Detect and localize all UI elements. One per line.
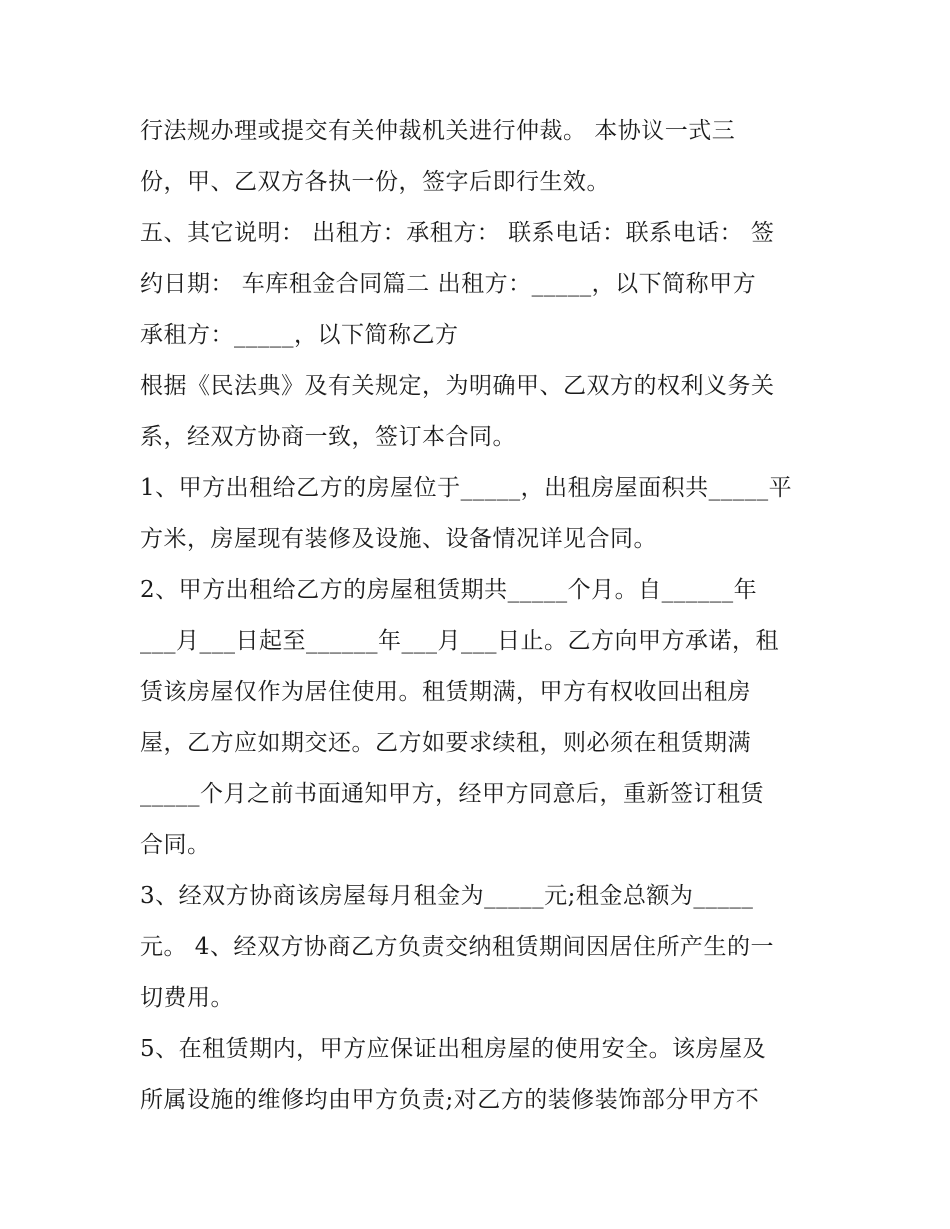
- text-line: ___月___日起至______年___月___日止。乙方向甲方承诺，租: [140, 628, 779, 654]
- text-line: 元。 4、经双方协商乙方负责交纳租赁期间因居住所产生的一: [140, 934, 774, 960]
- text-line: 方米，房屋现有装修及设施、设备情况详见合同。: [140, 526, 657, 552]
- text-line: 行法规办理或提交有关仲裁机关进行仲裁。 本协议一式三: [140, 118, 736, 144]
- text-line: 屋，乙方应如期交还。乙方如要求续租，则必须在租赁期满: [140, 730, 751, 756]
- text-line: 切费用。: [140, 985, 234, 1011]
- text-line: 五、其它说明： 出租方：承租方： 联系电话：联系电话： 签: [140, 220, 775, 246]
- text-line: _____个月之前书面通知甲方，经甲方同意后，重新签订租赁: [140, 781, 764, 807]
- text-line: 赁该房屋仅作为居住使用。租赁期满，甲方有权收回出租房: [140, 679, 751, 705]
- text-line: 根据《民法典》及有关规定，为明确甲、乙双方的权利义务关: [140, 373, 775, 399]
- text-line: 2、甲方出租给乙方的房屋租赁期共_____个月。自______年: [140, 577, 758, 603]
- text-line: 系，经双方协商一致，签订本合同。: [140, 424, 516, 450]
- text-line: 所属设施的维修均由甲方负责;对乙方的装修装饰部分甲方不: [140, 1087, 760, 1113]
- text-line: 合同。: [140, 832, 211, 858]
- text-line: 5、在租赁期内，甲方应保证出租房屋的使用安全。该房屋及: [140, 1036, 767, 1062]
- text-line: 1、甲方出租给乙方的房屋位于_____，出租房屋面积共_____平: [140, 475, 793, 501]
- text-line: 3、经双方协商该房屋每月租金为_____元;租金总额为_____: [140, 883, 754, 909]
- text-line: 约日期： 车库租金合同篇二 出租方：_____，以下简称甲方: [140, 271, 757, 297]
- text-line: 份，甲、乙双方各执一份，签字后即行生效。: [140, 169, 610, 195]
- text-line: 承租方：_____，以下简称乙方: [140, 322, 459, 348]
